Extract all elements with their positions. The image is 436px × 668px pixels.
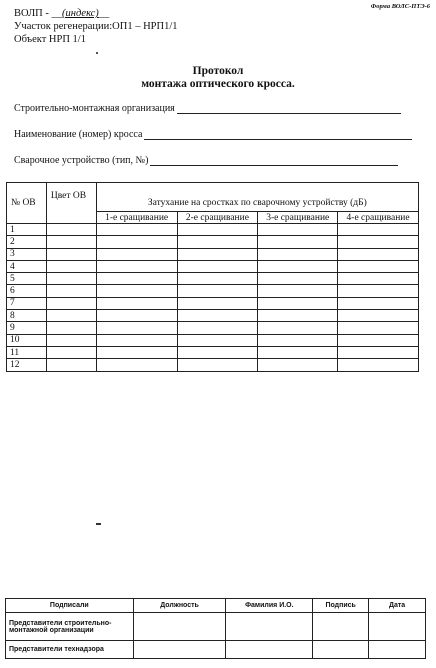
field-welding-device-label: Сварочное устройство (тип, №) xyxy=(14,155,149,166)
form-code: Форма ВОЛС-ПТЭ-6 xyxy=(370,3,430,10)
sign-row-label-supervision: Представители технадзора xyxy=(6,641,134,659)
fiber-number-cell: 10 xyxy=(7,334,47,346)
splice-value-cell[interactable] xyxy=(338,310,419,322)
fiber-number-cell: 11 xyxy=(7,346,47,358)
fiber-number-cell: 3 xyxy=(7,248,47,260)
signature-table xyxy=(5,598,426,659)
splice-row xyxy=(7,346,419,358)
splice-row xyxy=(7,359,419,371)
splice-row xyxy=(7,310,419,322)
splice-value-cell[interactable] xyxy=(258,346,338,358)
subcol-splice-2: 2-е сращивание xyxy=(177,212,258,224)
splice-value-cell[interactable] xyxy=(96,334,177,346)
splice-value-cell[interactable] xyxy=(177,310,258,322)
header-index: (индекс) xyxy=(62,8,99,19)
splice-value-cell[interactable] xyxy=(177,346,258,358)
fiber-color-cell[interactable] xyxy=(46,248,96,260)
header-prefix: ВОЛП - __ xyxy=(14,8,63,19)
col-header-fiber-number: № ОВ xyxy=(7,183,47,224)
sign-cell[interactable] xyxy=(226,613,313,641)
splice-value-cell[interactable] xyxy=(96,248,177,260)
fiber-number-cell: 6 xyxy=(7,285,47,297)
field-organization-label: Строительно-монтажная организация xyxy=(14,103,175,114)
fiber-number-cell: 1 xyxy=(7,224,47,236)
fiber-color-cell[interactable] xyxy=(46,260,96,272)
sign-header-date: Дата xyxy=(369,599,426,613)
splice-value-cell[interactable] xyxy=(177,260,258,272)
splice-value-cell[interactable] xyxy=(338,248,419,260)
subcol-splice-3: 3-е сращивание xyxy=(258,212,338,224)
splice-value-cell[interactable] xyxy=(96,236,177,248)
splice-value-cell[interactable] xyxy=(177,334,258,346)
fiber-number-cell: 5 xyxy=(7,273,47,285)
splice-value-cell[interactable] xyxy=(258,359,338,371)
splice-row xyxy=(7,322,419,334)
splice-row xyxy=(7,248,419,260)
fiber-color-cell[interactable] xyxy=(46,334,96,346)
page-title: Протокол xyxy=(192,65,244,77)
splice-value-cell[interactable] xyxy=(338,260,419,272)
header-line-1 xyxy=(14,8,109,20)
splice-value-cell[interactable] xyxy=(96,322,177,334)
col-header-fiber-color: Цвет ОВ xyxy=(46,183,96,224)
header-line-3: Объект НРП 1/1 xyxy=(14,34,86,45)
field-cross-name xyxy=(14,129,412,140)
fiber-number-cell: 4 xyxy=(7,260,47,272)
fiber-number-cell: 8 xyxy=(7,310,47,322)
sign-header-signed: Подписали xyxy=(6,599,134,613)
fiber-color-cell[interactable] xyxy=(46,273,96,285)
splice-value-cell[interactable] xyxy=(177,236,258,248)
subcol-splice-4: 4-е сращивание xyxy=(338,212,419,224)
splice-row xyxy=(7,224,419,236)
splice-row xyxy=(7,236,419,248)
splice-value-cell[interactable] xyxy=(177,322,258,334)
sign-header-position: Должность xyxy=(133,599,226,613)
fiber-color-cell[interactable] xyxy=(46,310,96,322)
splice-row xyxy=(7,334,419,346)
splice-value-cell[interactable] xyxy=(258,273,338,285)
splice-row xyxy=(7,297,419,309)
sign-header-name: Фамилия И.О. xyxy=(226,599,313,613)
splice-value-cell[interactable] xyxy=(258,248,338,260)
header-line-2: Участок регенерации:ОП1 – НРП1/1 xyxy=(14,21,178,32)
fiber-color-cell[interactable] xyxy=(46,359,96,371)
sign-cell[interactable] xyxy=(313,613,369,641)
sign-row-label-contractor: Представители строительно-монтажной организации xyxy=(6,613,134,641)
splice-value-cell[interactable] xyxy=(96,285,177,297)
splice-value-cell[interactable] xyxy=(96,346,177,358)
fiber-color-cell[interactable] xyxy=(46,346,96,358)
splice-value-cell[interactable] xyxy=(258,260,338,272)
splice-value-cell[interactable] xyxy=(96,310,177,322)
splice-value-cell[interactable] xyxy=(177,273,258,285)
fiber-number-cell: 9 xyxy=(7,322,47,334)
field-welding-device-line[interactable] xyxy=(150,155,398,166)
splice-value-cell[interactable] xyxy=(338,346,419,358)
subcol-splice-1: 1-е сращивание xyxy=(96,212,177,224)
splice-row xyxy=(7,260,419,272)
sign-cell[interactable] xyxy=(133,641,226,659)
splice-value-cell[interactable] xyxy=(338,236,419,248)
field-organization xyxy=(14,103,401,114)
fiber-color-cell[interactable] xyxy=(46,224,96,236)
fiber-color-cell[interactable] xyxy=(46,236,96,248)
splice-value-cell[interactable] xyxy=(338,285,419,297)
field-organization-line[interactable] xyxy=(177,103,401,114)
sign-cell[interactable] xyxy=(133,613,226,641)
field-cross-name-line[interactable] xyxy=(144,129,412,140)
splice-value-cell[interactable] xyxy=(258,322,338,334)
splice-value-cell[interactable] xyxy=(338,334,419,346)
splice-value-cell[interactable] xyxy=(177,224,258,236)
splice-value-cell[interactable] xyxy=(177,248,258,260)
splice-value-cell[interactable] xyxy=(96,359,177,371)
splice-value-cell[interactable] xyxy=(338,322,419,334)
page-subtitle: монтажа оптического кросса. xyxy=(141,78,295,90)
fiber-color-cell[interactable] xyxy=(46,285,96,297)
sign-header-signature: Подпись xyxy=(313,599,369,613)
splice-value-cell[interactable] xyxy=(338,297,419,309)
splice-value-cell[interactable] xyxy=(96,273,177,285)
splice-value-cell[interactable] xyxy=(96,224,177,236)
splice-value-cell[interactable] xyxy=(177,297,258,309)
splice-value-cell[interactable] xyxy=(258,285,338,297)
sign-cell[interactable] xyxy=(313,641,369,659)
splice-value-cell[interactable] xyxy=(258,236,338,248)
sign-cell[interactable] xyxy=(369,641,426,659)
splice-value-cell[interactable] xyxy=(338,224,419,236)
field-cross-name-label: Наименование (номер) кросса xyxy=(14,129,143,140)
fiber-number-cell: 7 xyxy=(7,297,47,309)
col-header-attenuation: Затухание на сростках по сварочному устройству (дБ) xyxy=(96,183,418,212)
splice-row xyxy=(7,273,419,285)
splice-value-cell[interactable] xyxy=(258,310,338,322)
splice-value-cell[interactable] xyxy=(338,273,419,285)
speck xyxy=(96,52,98,54)
fiber-color-cell[interactable] xyxy=(46,322,96,334)
splice-value-cell[interactable] xyxy=(177,285,258,297)
splice-value-cell[interactable] xyxy=(258,224,338,236)
fiber-number-cell: 2 xyxy=(7,236,47,248)
splice-table xyxy=(6,182,419,372)
field-welding-device xyxy=(14,155,398,166)
fiber-color-cell[interactable] xyxy=(46,297,96,309)
splice-value-cell[interactable] xyxy=(177,359,258,371)
sign-cell[interactable] xyxy=(226,641,313,659)
sign-cell[interactable] xyxy=(369,613,426,641)
splice-value-cell[interactable] xyxy=(258,334,338,346)
fiber-number-cell: 12 xyxy=(7,359,47,371)
splice-value-cell[interactable] xyxy=(258,297,338,309)
speck xyxy=(96,523,101,525)
splice-row xyxy=(7,285,419,297)
header-suffix: __ xyxy=(98,8,110,19)
splice-value-cell[interactable] xyxy=(96,297,177,309)
splice-value-cell[interactable] xyxy=(338,359,419,371)
splice-value-cell[interactable] xyxy=(96,260,177,272)
